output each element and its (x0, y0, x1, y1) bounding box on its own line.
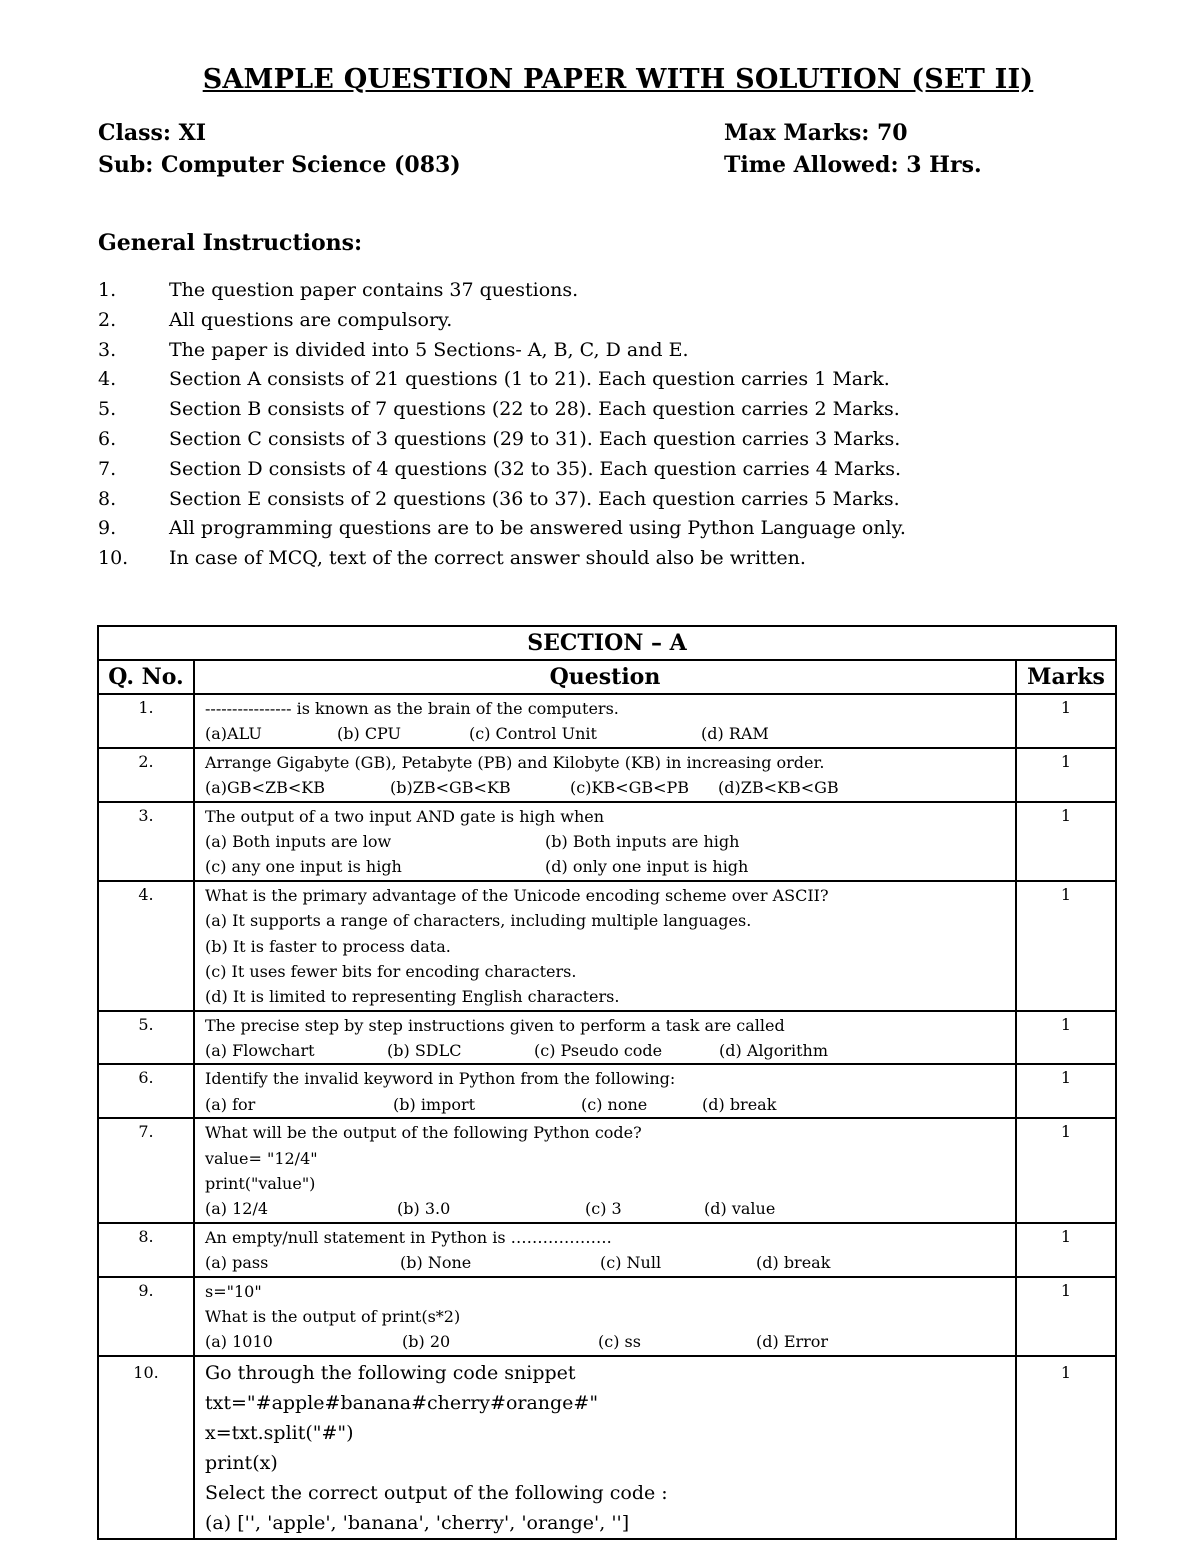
code-line: value= "12/4" (205, 1148, 318, 1168)
option-c: (c) Null (600, 1253, 662, 1273)
instruction-item: 2. All questions are compulsory. (98, 308, 453, 331)
time-allowed-label: Time Allowed: 3 Hrs. (724, 152, 982, 178)
table-row (98, 802, 1116, 881)
question-number: 3. (98, 802, 194, 881)
option-b: (b) SDLC (387, 1041, 462, 1061)
question-cell (194, 748, 1016, 802)
question-marks: 1 (1016, 748, 1116, 802)
option-c: (c) any one input is high (205, 857, 402, 877)
instruction-item: 6. Section C consists of 3 questions (29 to 31). Each question carries 3 Marks. (98, 427, 901, 450)
option-b: (b) 20 (402, 1332, 451, 1352)
option-d: (d) break (756, 1253, 831, 1273)
instruction-item: 7. Section D consists of 4 questions (32 to 35). Each question carries 4 Marks. (98, 457, 902, 480)
question-stem: The precise step by step instructions given to perform a task are called (205, 1015, 785, 1035)
question-cell (194, 802, 1016, 881)
question-cell (194, 1118, 1016, 1223)
question-stem: Identify the invalid keyword in Python from the following: (205, 1069, 676, 1089)
question-marks: 1 (1016, 881, 1116, 1011)
option-b: (b) 3.0 (397, 1199, 451, 1219)
option-a: (a) Flowchart (205, 1041, 315, 1061)
option-c: (c) Control Unit (469, 724, 597, 744)
question-number: 7. (98, 1118, 194, 1223)
option-d: (d) It is limited to representing English characters. (205, 987, 620, 1007)
code-line: Select the correct output of the following code : (205, 1481, 668, 1504)
option-b: (b)ZB<GB<KB (390, 778, 511, 798)
option-b: (b) CPU (337, 724, 402, 744)
section-a-table (97, 625, 1117, 1540)
question-stem: What will be the output of the following Python code? (205, 1123, 642, 1143)
question-header: Question (194, 660, 1016, 694)
question-stem: ---------------- is known as the brain of the computers. (205, 699, 619, 718)
option-a: (a) 1010 (205, 1332, 273, 1352)
options-row (205, 1329, 1005, 1354)
page-title: SAMPLE QUESTION PAPER WITH SOLUTION (SET II) (202, 64, 1034, 95)
question-cell (194, 1223, 1016, 1277)
question-stem: Go through the following code snippet (205, 1361, 576, 1384)
option-a: (a) for (205, 1094, 256, 1114)
instruction-item: 10. In case of MCQ, text of the correct answer should also be written. (98, 547, 806, 570)
option-c: (c)KB<GB<PB (570, 778, 690, 798)
option-d: (d)ZB<KB<GB (718, 778, 839, 798)
table-row (98, 1011, 1116, 1065)
question-stem: The output of a two input AND gate is high when (205, 806, 605, 826)
instruction-item: 1. The question paper contains 37 questions. (98, 279, 579, 301)
option-d: (d) only one input is high (545, 857, 749, 877)
options-row (205, 775, 1005, 800)
option-d: (d) value (704, 1199, 776, 1219)
instructions-list (98, 276, 1098, 574)
question-cell (194, 881, 1016, 1011)
code-line: print(x) (205, 1451, 278, 1474)
question-number: 2. (98, 748, 194, 802)
options-row (205, 1092, 1005, 1117)
question-cell (194, 1064, 1016, 1118)
code-line: What is the output of print(s*2) (205, 1306, 461, 1326)
option-d: (d) Algorithm (719, 1041, 829, 1061)
options-row (205, 721, 1005, 746)
option-c: (c) ss (598, 1332, 641, 1352)
option-c: (c) none (581, 1094, 648, 1114)
options-row (205, 829, 1005, 854)
question-marks: 1 (1016, 1223, 1116, 1277)
instructions-heading: General Instructions: (98, 230, 363, 256)
instruction-item: 8. Section E consists of 2 questions (36 to 37). Each question carries 5 Marks. (98, 487, 900, 510)
option-a: (a) ['', 'apple', 'banana', 'cherry', 'orange', ''] (205, 1511, 630, 1534)
question-stem: Arrange Gigabyte (GB), Petabyte (PB) and Kilobyte (KB) in increasing order. (205, 752, 825, 772)
option-a: (a)ALU (205, 724, 262, 744)
question-number: 8. (98, 1223, 194, 1277)
question-marks: 1 (1016, 1064, 1116, 1118)
question-marks: 1 (1016, 694, 1116, 748)
option-b: (b) Both inputs are high (545, 831, 740, 851)
question-number: 10. (98, 1356, 194, 1539)
code-line: print("value") (205, 1174, 316, 1194)
option-b: (b) None (400, 1253, 472, 1273)
option-d: (d) Error (756, 1332, 829, 1352)
code-line: x=txt.split("#") (205, 1421, 354, 1444)
table-row (98, 881, 1116, 1011)
question-cell (194, 1356, 1016, 1539)
table-row (98, 1356, 1116, 1539)
option-c: (c) Pseudo code (534, 1041, 663, 1061)
instruction-item: 9. All programming questions are to be answered using Python Language only. (98, 517, 906, 540)
table-row (98, 1277, 1116, 1356)
qno-header: Q. No. (98, 660, 194, 694)
subject-label: Sub: Computer Science (083) (98, 152, 461, 178)
question-number: 5. (98, 1011, 194, 1065)
option-a: (a) 12/4 (205, 1199, 269, 1219)
options-row (205, 1250, 1005, 1275)
options-row (205, 854, 1005, 879)
question-marks: 1 (1016, 1011, 1116, 1065)
option-c: (c) It uses fewer bits for encoding characters. (205, 961, 577, 981)
question-number: 9. (98, 1277, 194, 1356)
question-marks: 1 (1016, 1277, 1116, 1356)
class-label: Class: XI (98, 120, 207, 146)
question-number: 1. (98, 694, 194, 748)
options-row (205, 1038, 1005, 1063)
question-number: 6. (98, 1064, 194, 1118)
options-row (205, 1196, 1005, 1221)
table-row (98, 1118, 1116, 1223)
question-cell (194, 1277, 1016, 1356)
question-cell (194, 1011, 1016, 1065)
code-line: txt="#apple#banana#cherry#orange#" (205, 1391, 599, 1414)
question-marks: 1 (1016, 1118, 1116, 1223)
option-a: (a) It supports a range of characters, including multiple languages. (205, 911, 752, 931)
option-d: (d) RAM (701, 724, 769, 744)
question-marks: 1 (1016, 1356, 1116, 1539)
option-a: (a)GB<ZB<KB (205, 778, 325, 798)
table-row (98, 1064, 1116, 1118)
marks-header: Marks (1016, 660, 1116, 694)
question-number: 4. (98, 881, 194, 1011)
option-d: (d) break (702, 1094, 777, 1114)
option-b: (b) import (393, 1094, 476, 1114)
question-stem: An empty/null statement in Python is ………………. (205, 1227, 612, 1247)
instruction-item: 3. The paper is divided into 5 Sections- A, B, C, D and E. (98, 338, 689, 361)
question-stem: What is the primary advantage of the Unicode encoding scheme over ASCII? (205, 885, 829, 905)
table-row (98, 1223, 1116, 1277)
instruction-item: 4. Section A consists of 21 questions (1 to 21). Each question carries 1 Mark. (98, 368, 890, 391)
section-title: SECTION – A (98, 626, 1116, 660)
option-a: (a) pass (205, 1253, 269, 1273)
option-a: (a) Both inputs are low (205, 831, 392, 851)
table-row (98, 748, 1116, 802)
question-stem: s="10" (205, 1281, 262, 1301)
question-marks: 1 (1016, 802, 1116, 881)
max-marks-label: Max Marks: 70 (724, 120, 908, 146)
option-b: (b) It is faster to process data. (205, 936, 451, 956)
instruction-item: 5. Section B consists of 7 questions (22 to 28). Each question carries 2 Marks. (98, 398, 900, 421)
option-c: (c) 3 (585, 1199, 622, 1219)
table-row (98, 694, 1116, 748)
question-cell (194, 694, 1016, 748)
